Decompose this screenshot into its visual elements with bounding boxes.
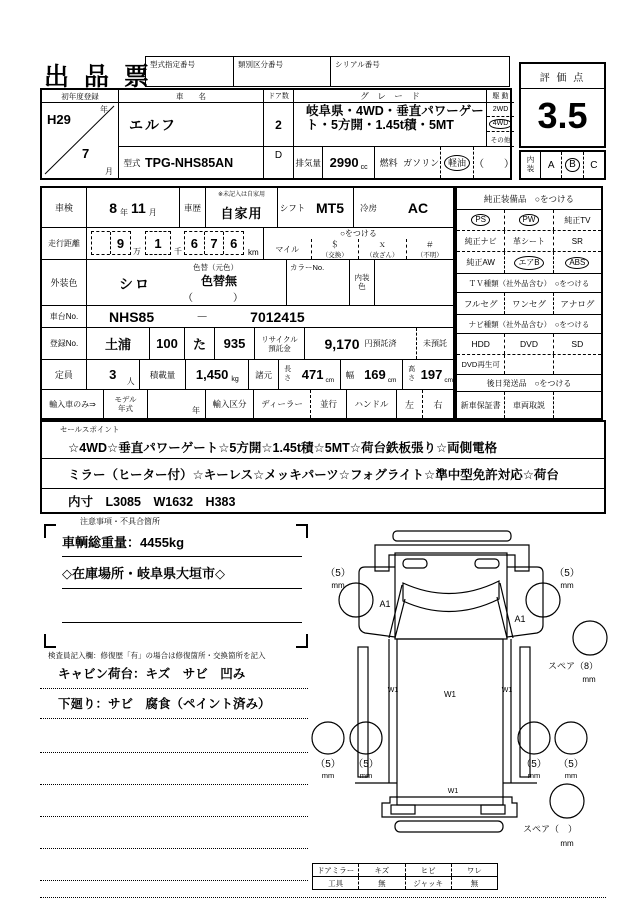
tread-rear-right-outer: （5） xyxy=(558,759,584,770)
history-label: 車歴 xyxy=(180,188,206,227)
tire-rear-left-inner xyxy=(350,722,382,754)
handle-label: ハンドル xyxy=(347,390,397,418)
recycle-deposited: 円預託済 xyxy=(364,339,397,348)
recycle-amount: 9,170 xyxy=(324,335,360,352)
length-cell xyxy=(296,360,341,389)
rear-bar xyxy=(395,821,503,832)
mileage-box-man xyxy=(91,231,131,255)
serial-label: シリアル番号 xyxy=(335,60,380,69)
equipment-item-3: 純正ナビ xyxy=(464,236,497,246)
load-unit: kg xyxy=(231,376,239,383)
model-year-cell xyxy=(148,390,206,418)
grade-value: 岐阜県・4WD・垂直パワーゲート・5方開・1.45t積・5MT xyxy=(306,104,484,133)
spare-1-label: スペア（8） xyxy=(547,661,599,671)
doors-label: ドア数 xyxy=(264,90,293,103)
spec-label: 諸元 xyxy=(249,360,279,389)
tread-unit: mm xyxy=(564,771,578,780)
import-row xyxy=(42,390,453,418)
sales-line-1: ☆4WD☆垂直パワーゲート☆5方開☆1.45t積☆5MT☆荷台鉄板張り☆両側電格 xyxy=(42,435,604,459)
displacement-value: 2990 xyxy=(329,155,359,170)
tire-rear-right-outer xyxy=(555,722,587,754)
equipment-item-8: ABS xyxy=(553,252,601,273)
mark-w1-bottom: W1 xyxy=(447,788,459,795)
drive-option-other: その他 xyxy=(490,136,511,144)
import-parallel: 並行 xyxy=(311,390,347,418)
fuel-label: 燃料 xyxy=(379,158,398,168)
cell-jack-none: 無 xyxy=(451,877,497,889)
chassis-prefix: NHS85 xyxy=(109,308,155,325)
width-cell xyxy=(359,360,403,389)
cell-break: ワレ xyxy=(451,864,497,876)
import-only-label: 輸入車のみ⇒ xyxy=(42,390,104,418)
cab-body xyxy=(395,553,507,639)
mark-w1-right: W1 xyxy=(501,687,513,694)
rail-right xyxy=(520,647,530,777)
tread-unit: mm xyxy=(331,581,345,590)
first-reg-cell xyxy=(42,103,118,178)
equipment-item-2: 純正TV xyxy=(553,210,601,230)
mark-w1-center: W1 xyxy=(444,690,456,699)
inspector-rule xyxy=(40,880,308,881)
ship-manual: 車両取説 xyxy=(504,392,552,418)
tread-front-left: （5） xyxy=(325,568,351,579)
mileage-digits xyxy=(87,228,264,259)
tv-oneseg: ワンセグ xyxy=(504,293,552,314)
cell-scratch: キズ xyxy=(358,864,404,876)
tire-rear-right-inner xyxy=(518,722,550,754)
vehicle-diagram xyxy=(305,525,640,857)
mark-a1-left: A1 xyxy=(379,599,391,609)
mileage-flag-altered: ｘ （改ざん） xyxy=(358,239,406,259)
main-table xyxy=(40,186,455,420)
sales-points-box xyxy=(40,420,606,514)
chassis-label: 車台No. xyxy=(42,306,87,327)
vehicle-info-table xyxy=(40,88,512,180)
spare-tire-1 xyxy=(573,621,607,655)
drive-option-4wd: 4WD xyxy=(487,117,514,132)
width-unit: cm xyxy=(387,376,397,384)
shaken-year: 8 xyxy=(109,199,117,216)
serial-cell xyxy=(331,57,509,86)
height-cell xyxy=(421,360,453,389)
doors-value: 2 xyxy=(275,117,282,132)
inspector-section xyxy=(40,650,308,900)
capacity-value-cell xyxy=(87,360,140,389)
color-change-value: 色替無 xyxy=(201,274,238,288)
mileage-label: 走行距離 xyxy=(42,228,87,259)
doc-number-header xyxy=(145,56,510,87)
tread-unit: mm xyxy=(321,771,335,780)
classification-cell xyxy=(234,57,331,86)
model-designation-cell xyxy=(146,57,234,86)
bumper-slot-right xyxy=(481,805,505,814)
equipment-grid-row xyxy=(457,231,601,252)
tread-unit: mm xyxy=(359,771,373,780)
capacity-label: 定員 xyxy=(42,360,87,389)
inspector-rule xyxy=(40,688,308,689)
evaluation-score: 3.5 xyxy=(537,95,588,136)
exterior-color-cell xyxy=(87,260,287,305)
mark-a1-right: A1 xyxy=(514,614,526,624)
mark-w1-left: W1 xyxy=(387,687,399,694)
length-value: 471 xyxy=(301,367,324,382)
cell-tools-none: 無 xyxy=(358,877,404,889)
interior-option-b: B xyxy=(561,152,583,178)
color-row xyxy=(42,260,453,306)
windshield xyxy=(403,581,499,612)
history-note: ※未記入は自家用 xyxy=(217,191,266,198)
disp-fuel-row xyxy=(294,146,514,178)
import-dealer: ディーラー xyxy=(254,390,311,418)
cab-corner-right xyxy=(475,559,499,568)
handle-right: 右 xyxy=(433,399,443,410)
tv-type-row xyxy=(457,293,601,314)
doors-column xyxy=(264,90,294,178)
inspector-rule xyxy=(40,848,308,849)
evaluation-box xyxy=(519,62,606,148)
equipment-header: 純正装備品 ○をつける xyxy=(457,188,601,210)
car-name: エルフ xyxy=(129,116,177,133)
inspector-line-1: キャビン荷台：キズ サビ 凹み xyxy=(58,667,246,681)
reg-number: 935 xyxy=(215,328,255,359)
cell-tools: 工具 xyxy=(328,878,344,888)
shift-value: MT5 xyxy=(316,199,344,216)
equipment-grid-row xyxy=(457,252,601,273)
model-code-label: 型式 xyxy=(123,157,141,168)
fuel-option-diesel: 軽油 xyxy=(441,147,474,178)
ship-warranty: 新車保証書 xyxy=(460,400,501,410)
notes-line-2: ◇在庫場所・岐阜県大垣市◇ xyxy=(62,566,225,581)
rail-left xyxy=(358,647,368,777)
tread-rear-left-inner: （5） xyxy=(353,759,379,770)
shift-cell xyxy=(278,188,354,227)
first-reg-month-unit: 月 xyxy=(105,167,113,176)
first-reg-year-unit: 年 xyxy=(100,105,108,114)
evaluation-label: 評 価 点 xyxy=(521,64,604,89)
ac-cell xyxy=(354,188,453,227)
cell-crack: ヒビ xyxy=(405,864,451,876)
navi-hdd: HDD xyxy=(471,339,490,349)
sales-points-label: セールスポイント xyxy=(60,425,120,434)
navi-empty-2 xyxy=(553,355,601,374)
interior-color-value xyxy=(375,260,453,305)
history-value: 自家用 xyxy=(220,206,263,221)
reg-area: 土浦 xyxy=(87,328,150,359)
inspector-line-2: 下廻り：サビ 腐食（ペイント済み） xyxy=(58,697,271,711)
fuel-option-gasoline: ガソリン xyxy=(402,147,441,178)
bracket-top-left xyxy=(44,524,56,538)
equipment-item-5: SR xyxy=(553,231,601,251)
interior-option-c: C xyxy=(590,159,598,171)
mileage-flag-unknown: ＃ （不明） xyxy=(406,239,454,259)
mileage-circle-header: ○をつける xyxy=(340,229,377,238)
equipment-item-4: 革シート xyxy=(504,231,552,251)
capacity-value: 3 xyxy=(109,367,117,382)
shaken-month-unit: 月 xyxy=(148,208,157,217)
notes-label: 注意事項・不具合箇所 xyxy=(76,516,164,527)
navi-type-header: ナビ種類（社外品含む） ○をつける xyxy=(457,314,601,334)
ship-empty xyxy=(553,392,601,418)
color-change-label: 色替（元色） xyxy=(193,263,238,272)
inspector-rule xyxy=(40,784,308,785)
mileage-digit: 7 xyxy=(205,232,225,254)
bracket-bottom-left xyxy=(44,634,56,648)
first-reg-month: 7 xyxy=(82,146,90,161)
chassis-serial: 7012415 xyxy=(250,308,305,325)
cowl xyxy=(375,545,529,571)
first-reg-column xyxy=(42,90,119,178)
model-code: TPG-NHS85AN xyxy=(145,155,234,170)
page-title: 出 品 票 xyxy=(44,63,153,91)
fuel-other-paren: （ ） xyxy=(474,159,514,170)
mileage-unit: km xyxy=(248,248,259,257)
model-year-label: モデル年式 xyxy=(104,390,148,418)
equipment-item-7: エアB xyxy=(504,252,552,273)
width-label: 幅 xyxy=(345,369,355,380)
tv-fullseg: フルセグ xyxy=(463,298,498,309)
exterior-color-value: シロ xyxy=(119,276,151,292)
drive-column xyxy=(487,90,514,146)
mileage-digit: 6 xyxy=(185,232,205,254)
mileage-flag-exchange: ＄ （交換） xyxy=(311,239,359,259)
fender-right xyxy=(507,567,543,637)
navi-empty-1 xyxy=(504,355,552,374)
length-label: 長さ xyxy=(284,366,292,382)
notes-section xyxy=(40,516,308,648)
registration-row xyxy=(42,328,453,360)
capacity-unit: 人 xyxy=(126,377,135,386)
tire-rear-left-outer xyxy=(312,722,344,754)
cell-door-mirror: ドアミラー xyxy=(316,865,355,875)
tread-unit: mm xyxy=(560,839,574,848)
roof-bar xyxy=(393,531,511,541)
notes-rule-1 xyxy=(62,556,302,557)
mileage-sen: 1 xyxy=(145,231,171,255)
pillar-left-2 xyxy=(395,599,405,638)
mileage-empty-digit xyxy=(92,232,111,254)
pillar-right-2 xyxy=(497,597,507,638)
navi-sd: SD xyxy=(553,334,601,354)
shaken-label: 車検 xyxy=(42,188,87,227)
interior-option-a: A xyxy=(547,159,555,171)
equipment-item-0: PS xyxy=(457,210,504,230)
notes-rule-3 xyxy=(62,622,302,623)
car-name-label: 車 名 xyxy=(119,90,263,103)
history-cell xyxy=(206,188,278,227)
sales-line-2: ミラー（ヒーター付）☆キーレス☆メッキパーツ☆フォグライト☆準中型免許対応☆荷台 xyxy=(42,459,604,489)
interior-color-label: 内装色 xyxy=(350,260,375,305)
displacement-label: 排気量 xyxy=(294,147,323,178)
equipment-grid-row xyxy=(457,210,601,231)
load-cell xyxy=(186,360,249,389)
chassis-value xyxy=(87,306,453,327)
capacity-row xyxy=(42,360,453,390)
import-class-label: 輸入区分 xyxy=(206,390,254,418)
model-code-row xyxy=(119,146,263,178)
tv-analog: アナログ xyxy=(553,293,601,314)
equipment-panel xyxy=(455,186,603,420)
bed-inner xyxy=(397,639,503,805)
shaken-year-unit: 年 xyxy=(119,208,128,217)
first-reg-year: H29 xyxy=(47,112,71,127)
page-bottom-rule xyxy=(40,897,606,898)
equipment-item-1: PW xyxy=(504,210,552,230)
classification-label: 類別区分番号 xyxy=(238,60,283,69)
car-name-column xyxy=(119,90,264,178)
displacement-unit: cc xyxy=(360,164,368,171)
width-value: 169 xyxy=(364,367,386,382)
mileage-man: 9 xyxy=(116,235,125,251)
interior-label: 内装 xyxy=(521,152,541,178)
cell-jack: ジャッキ xyxy=(405,877,451,889)
interior-grade-row xyxy=(519,150,606,180)
recycle-label: リサイクル預託金 xyxy=(255,328,305,359)
handle-left: 左 xyxy=(397,390,423,418)
grade-column xyxy=(294,90,487,146)
drive-label: 駆 動 xyxy=(487,90,514,103)
model-year-unit: 年 xyxy=(192,406,200,415)
shaken-month: 11 xyxy=(130,199,146,216)
first-reg-label: 初年度登録 xyxy=(42,90,118,103)
mileage-box-rest xyxy=(184,231,244,255)
equipment-item-6: 純正AW xyxy=(466,258,495,267)
inspector-rule xyxy=(40,816,308,817)
mileage-sen-unit: 千 xyxy=(174,247,182,256)
height-label: 高さ xyxy=(408,366,416,382)
inspector-rule xyxy=(40,718,308,719)
tread-front-right: （5） xyxy=(554,568,580,579)
chassis-row xyxy=(42,306,453,328)
exterior-color-label: 外装色 xyxy=(42,260,87,305)
notes-line-1: 車輌総重量：4455kg xyxy=(62,535,185,550)
tread-rear-right-inner: （5） xyxy=(521,759,547,770)
reg-class: 100 xyxy=(150,328,185,359)
sales-line-3: 内寸 L3085 W1632 H383 xyxy=(42,489,604,513)
later-shipment-header: 後日発送品 ○をつける xyxy=(457,374,601,392)
shaken-value xyxy=(87,188,180,227)
spare-tire-2 xyxy=(550,784,584,818)
mileage-row xyxy=(42,228,453,260)
color-no-cell: カラーNo. xyxy=(287,260,350,305)
tread-unit: mm xyxy=(560,581,574,590)
mileage-digit: 6 xyxy=(230,235,238,251)
reg-label: 登録No. xyxy=(42,328,87,359)
chassis-dash: － xyxy=(196,310,209,324)
mileage-flag-mile: マイル xyxy=(275,244,300,254)
later-shipment-row xyxy=(457,392,601,418)
ac-label: 冷房 xyxy=(359,202,377,213)
inspector-label: 検査員記入欄：修復歴「有」の場合は修復箇所・交換箇所を記入 xyxy=(48,651,266,660)
mileage-flags xyxy=(264,228,453,259)
length-unit: cm xyxy=(325,376,335,384)
table-row xyxy=(313,864,497,877)
reg-kana: た xyxy=(185,328,215,359)
navi-extra-row xyxy=(457,355,601,374)
height-unit: cm xyxy=(444,376,453,384)
tv-type-header: ＴＶ種類（社外品含む） ○をつける xyxy=(457,273,601,293)
navi-dvd-playable: DVD再生可 xyxy=(461,360,500,369)
navi-dvd: DVD xyxy=(504,334,552,354)
grade-label: グ レ ー ド xyxy=(294,90,486,103)
color-change-paren: （ ） xyxy=(183,293,243,304)
model-designation-label: 型式指定番号 xyxy=(150,60,195,69)
height-value: 197 xyxy=(420,367,443,382)
doors-d: D xyxy=(264,146,293,178)
bumper-slot-left xyxy=(391,805,415,814)
shift-label: シフト xyxy=(279,202,306,213)
inspector-rule xyxy=(40,752,308,753)
mileage-man-unit: 万 xyxy=(133,247,141,256)
navi-type-row xyxy=(457,334,601,355)
ac-value: AC xyxy=(407,199,429,216)
shaken-row xyxy=(42,188,453,228)
tread-rear-left-outer: （5） xyxy=(315,759,341,770)
recycle-not-deposited: 未預託 xyxy=(423,339,447,348)
load-value: 1,450 xyxy=(195,367,229,382)
spare-2-label: スペア（ ） xyxy=(522,824,578,834)
bottom-check-table xyxy=(312,863,498,890)
recycle-amount-cell xyxy=(305,328,417,359)
cab-corner-left xyxy=(403,559,427,568)
drive-option-2wd: 2WD xyxy=(487,103,514,117)
load-label: 積載量 xyxy=(140,360,187,389)
table-row xyxy=(313,877,497,889)
notes-rule-2 xyxy=(62,588,302,589)
tread-unit: mm xyxy=(527,771,541,780)
tread-unit: mm xyxy=(582,675,596,684)
displacement-cell xyxy=(323,147,374,178)
